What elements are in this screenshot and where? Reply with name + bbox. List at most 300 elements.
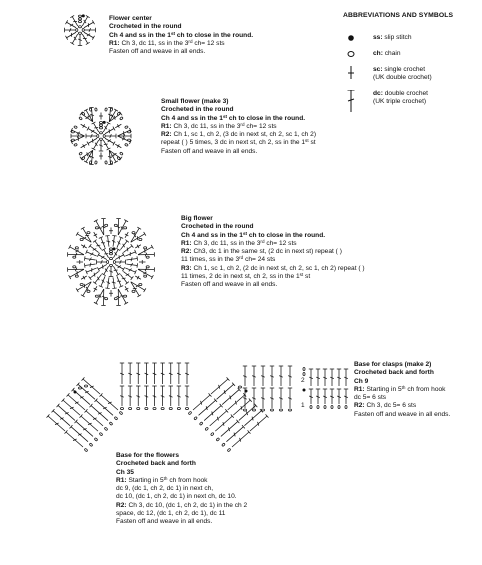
chain-symbol xyxy=(338,405,340,408)
chain-symbol xyxy=(79,117,83,121)
chain-symbol xyxy=(73,266,76,268)
row-label: 1 xyxy=(301,402,305,409)
double-crochet-symbol xyxy=(233,398,251,415)
chain-symbol xyxy=(87,290,90,292)
single-crochet-symbol xyxy=(115,144,121,148)
double-crochet-symbol xyxy=(120,363,124,384)
single-crochet-symbol xyxy=(109,228,113,235)
chain-symbol xyxy=(84,385,87,387)
double-crochet-symbol xyxy=(279,366,283,386)
chain-symbol xyxy=(99,122,102,124)
chain-symbol xyxy=(177,407,180,409)
chain-symbol xyxy=(153,407,156,409)
chain-symbol xyxy=(194,416,198,420)
double-crochet-symbol xyxy=(160,386,164,406)
chain-symbol xyxy=(95,161,98,164)
double-crochet-symbol xyxy=(70,15,77,26)
single-crochet-symbol xyxy=(99,153,103,160)
section-start-line: Ch 4 and ss in the 1st ch to close in the round. xyxy=(109,30,254,39)
chain-symbol xyxy=(104,427,108,431)
chain-symbol xyxy=(129,407,132,409)
chain-symbol xyxy=(139,238,142,240)
double-crochet-symbol xyxy=(102,248,109,258)
double-crochet-symbol xyxy=(169,363,173,384)
double-crochet-symbol xyxy=(87,138,97,145)
double-crochet-symbol xyxy=(344,389,348,404)
double-crochet-symbol xyxy=(177,386,181,406)
chain-symbol xyxy=(216,438,220,442)
double-crochet-symbol xyxy=(65,430,83,447)
chain-symbol xyxy=(80,238,83,240)
chain-symbol xyxy=(75,275,78,277)
chain-symbol xyxy=(78,32,81,34)
chain-symbol xyxy=(78,21,81,23)
big-flower-diagram xyxy=(68,219,155,306)
double-crochet-symbol xyxy=(288,366,292,386)
chain-symbol xyxy=(99,127,102,129)
legend-text: slip stitch xyxy=(384,34,412,41)
chain-symbol xyxy=(120,152,124,156)
single-crochet-symbol xyxy=(94,286,97,292)
section-start-line: Ch 4 and ss in the 1st ch to close in the round. xyxy=(161,113,306,122)
chain-symbol xyxy=(205,427,209,431)
double-crochet-symbol xyxy=(106,134,117,138)
single-crochet-symbol xyxy=(81,245,87,248)
single-crochet-symbol xyxy=(125,232,128,238)
chain-symbol xyxy=(114,298,117,300)
double-crochet-symbol xyxy=(84,256,95,261)
legend-title: ABBREVIATIONS AND SYMBOLS xyxy=(343,12,454,19)
chain-symbol xyxy=(82,112,86,116)
double-crochet-symbol xyxy=(169,386,173,406)
double-crochet-symbol xyxy=(193,393,211,410)
chain-symbol xyxy=(270,409,273,411)
instruction-line: R1: Starting in 5th ch from hook xyxy=(116,475,208,484)
double-crochet-symbol xyxy=(228,393,246,410)
double-crochet-symbol xyxy=(99,237,105,248)
single-crochet-symbol xyxy=(81,124,87,128)
instruction-line: R2: Ch 3, dc 5= 6 sts xyxy=(354,402,417,410)
single-crochet-symbol xyxy=(94,232,97,238)
chain-symbol xyxy=(78,18,81,20)
chain-symbol xyxy=(99,132,102,134)
slip-stitch-symbol xyxy=(103,121,106,124)
single-crochet-symbol xyxy=(135,245,141,248)
chain-symbol xyxy=(99,138,102,140)
legend-uk-term: (UK double crochet) xyxy=(373,74,432,82)
instruction-line: Fasten off and weave in all ends. xyxy=(354,410,451,418)
legend-abbr: dc: xyxy=(373,90,383,97)
single-crochet-symbol xyxy=(109,290,113,297)
chain-symbol xyxy=(105,298,108,300)
chain-symbol xyxy=(74,126,78,129)
double-crochet-symbol xyxy=(112,235,117,246)
chain-symbol xyxy=(97,134,99,137)
double-crochet-symbol xyxy=(177,363,181,384)
double-crochet-symbol xyxy=(250,414,268,431)
double-crochet-symbol xyxy=(80,414,98,431)
chain-symbol xyxy=(324,405,326,408)
double-crochet-symbol xyxy=(103,140,110,150)
section-start-line: Ch 4 and ss in the 1st ch to close in the round. xyxy=(181,230,326,239)
single-crochet-symbol xyxy=(77,260,84,264)
instruction-line: Fasten off and weave in all ends. xyxy=(181,281,278,289)
legend-text: double crochet xyxy=(384,90,428,97)
double-crochet-symbol xyxy=(99,141,103,152)
double-crochet-symbol xyxy=(239,404,257,421)
instruction-line: 11 times, ss in the 3rd ch= 24 sts xyxy=(181,255,276,264)
chain-symbol xyxy=(78,387,81,389)
section-subtitle: Crocheted back and forth xyxy=(116,460,196,468)
chain-symbol xyxy=(117,156,121,160)
section-title: Small flower (make 3) xyxy=(161,98,229,105)
double-crochet-symbol xyxy=(69,245,84,255)
chain-symbol xyxy=(120,407,123,409)
double-crochet-symbol xyxy=(323,369,327,386)
double-crochet-symbol xyxy=(112,277,117,288)
section-title: Base for the flowers xyxy=(116,452,180,459)
double-crochet-symbol xyxy=(81,227,91,242)
double-crochet-symbol xyxy=(337,369,341,386)
chain-symbol xyxy=(95,227,98,229)
chain-symbol xyxy=(124,227,127,229)
double-crochet-symbol xyxy=(344,369,348,386)
chain-symbol xyxy=(331,405,333,408)
chain-symbol xyxy=(78,26,81,28)
double-crochet-symbol xyxy=(185,363,189,384)
double-crochet-symbol xyxy=(279,388,283,408)
double-crochet-symbol xyxy=(152,386,156,406)
double-crochet-symbol xyxy=(113,266,120,276)
chain-symbol xyxy=(125,143,129,146)
chain-symbol xyxy=(95,108,98,111)
double-crochet-symbol xyxy=(120,274,128,284)
chain-symbol xyxy=(303,372,305,375)
chain-symbol xyxy=(113,260,115,263)
section-title: Base for clasps (make 2) xyxy=(354,361,432,368)
double-crochet-symbol xyxy=(81,282,91,297)
double-crochet-symbol xyxy=(160,363,164,384)
double-crochet-symbol xyxy=(93,274,101,284)
chain-symbol xyxy=(76,28,78,31)
double-crochet-symbol xyxy=(222,388,240,405)
double-crochet-symbol xyxy=(97,264,107,271)
chain-symbol xyxy=(79,152,83,156)
double-crochet-symbol xyxy=(101,219,105,235)
double-crochet-symbol xyxy=(67,393,85,410)
chain-symbol xyxy=(103,134,105,137)
double-crochet-symbol xyxy=(316,369,320,386)
chain-symbol xyxy=(317,405,319,408)
chain-symbol xyxy=(144,247,147,249)
double-crochet-symbol xyxy=(105,235,110,246)
double-crochet-symbol xyxy=(105,277,110,288)
double-crochet-symbol xyxy=(330,389,334,404)
instruction-line: R3: Ch 1, sc 1, ch 2, (2 dc in next st, ch 2, sc 1, ch 2) repeat ( ) xyxy=(181,264,365,272)
double-crochet-symbol xyxy=(217,383,235,400)
double-crochet-symbol xyxy=(270,366,274,386)
legend-text: single crochet xyxy=(384,66,426,73)
double-crochet-symbol xyxy=(152,363,156,384)
double-crochet-symbol xyxy=(120,240,128,250)
double-crochet-symbol xyxy=(70,425,88,442)
double-crochet-symbol xyxy=(309,369,313,386)
chain-symbol xyxy=(119,411,123,415)
chain-symbol xyxy=(288,409,291,411)
chain-symbol xyxy=(145,407,148,409)
chain-symbol xyxy=(71,139,74,142)
double-crochet-symbol xyxy=(115,253,125,260)
base-flowers-diagram xyxy=(47,363,293,452)
double-crochet-symbol xyxy=(84,20,95,27)
double-crochet-symbol xyxy=(99,276,105,287)
double-crochet-symbol xyxy=(270,388,274,408)
chain-symbol xyxy=(146,266,149,268)
slip-stitch-symbol xyxy=(113,247,116,250)
chain-symbol xyxy=(146,256,149,258)
double-crochet-symbol xyxy=(52,409,70,426)
chain-symbol xyxy=(132,232,135,234)
double-crochet-symbol xyxy=(136,363,140,384)
double-crochet-symbol xyxy=(131,282,141,297)
double-crochet-symbol xyxy=(95,399,113,416)
double-crochet-symbol xyxy=(337,389,341,404)
double-crochet-symbol xyxy=(126,263,137,268)
chain-symbol xyxy=(210,432,214,436)
chain-symbol xyxy=(114,224,117,226)
double-crochet-symbol xyxy=(215,414,233,431)
double-crochet-symbol xyxy=(65,32,76,39)
legend-abbr: sc: xyxy=(373,66,383,73)
double-crochet-symbol xyxy=(65,28,76,32)
instruction-line: dc 10, (dc 1, ch 2, dc 1) in next ch, dc 10. xyxy=(116,493,237,501)
double-crochet-symbol xyxy=(86,268,97,274)
section-title: Flower center xyxy=(109,15,152,22)
double-crochet-symbol xyxy=(117,276,123,287)
instruction-line: R1: Ch 3, dc 11, ss in the 3rd ch= 12 sts xyxy=(161,121,277,130)
instruction-line: space, dc 12, (dc 1, ch 2, dc 1), dc 11 xyxy=(116,510,226,518)
double-crochet-symbol xyxy=(92,122,99,132)
section-subtitle: Crocheted in the round xyxy=(181,223,254,231)
chain-symbol xyxy=(127,131,130,134)
double-crochet-symbol xyxy=(243,366,247,386)
chain-symbol xyxy=(73,256,76,258)
double-crochet-symbol xyxy=(123,271,133,279)
double-crochet-symbol xyxy=(85,28,96,32)
chain-symbol xyxy=(222,443,226,447)
double-crochet-symbol xyxy=(261,366,265,386)
chain-symbol xyxy=(71,131,74,134)
double-crochet-symbol xyxy=(120,386,124,406)
double-crochet-symbol xyxy=(118,134,132,138)
double-crochet-symbol xyxy=(82,34,89,45)
double-crochet-symbol xyxy=(125,268,136,274)
double-crochet-symbol xyxy=(144,386,148,406)
double-crochet-symbol xyxy=(100,393,118,410)
chain-symbol xyxy=(109,253,112,255)
legend-text: chain xyxy=(384,50,401,57)
double-crochet-symbol xyxy=(89,271,99,279)
double-crochet-symbol xyxy=(136,386,140,406)
chain-symbol xyxy=(279,409,282,411)
slip-stitch-symbol xyxy=(82,14,85,17)
chain-symbol xyxy=(117,112,121,116)
double-crochet-symbol xyxy=(78,35,82,46)
double-crochet-symbol xyxy=(210,409,228,426)
chain-symbol xyxy=(161,407,164,409)
double-crochet-symbol xyxy=(109,267,113,277)
single-crochet-symbol xyxy=(125,286,128,292)
instruction-line: 11 times, 2 dc in next st, ch 2, ss in the 1st st xyxy=(181,271,311,281)
row-label: 2 xyxy=(301,377,305,384)
instruction-line: R2: Ch 3, dc 10, (dc 1, ch 2, dc 1) in the ch 2 xyxy=(116,501,248,509)
chain-symbol xyxy=(238,386,241,388)
double-crochet-symbol xyxy=(288,388,292,408)
chain-symbol xyxy=(84,448,88,452)
double-crochet-symbol xyxy=(97,260,107,264)
chain-symbol xyxy=(105,161,108,164)
single-crochet-symbol xyxy=(139,260,146,264)
instruction-line: R1: Starting in 5th ch from hook xyxy=(354,384,446,393)
flower-center-diagram xyxy=(65,14,96,45)
double-crochet-symbol xyxy=(101,289,105,305)
instruction-line: R2: Ch3, dc 1 in the same st, (2 dc in next st) repeat ( ) xyxy=(181,248,342,256)
chain-symbol xyxy=(252,409,255,411)
section-subtitle: Crocheted back and forth xyxy=(354,369,434,377)
double-crochet-symbol xyxy=(86,134,97,138)
double-crochet-symbol xyxy=(71,128,85,136)
chain-symbol xyxy=(105,224,108,226)
section-subtitle: Crocheted in the round xyxy=(161,106,234,114)
chain-symbol xyxy=(127,139,130,142)
double-crochet-symbol xyxy=(126,256,137,261)
double-crochet-symbol xyxy=(261,388,265,408)
instruction-line: R2: Ch 1, sc 1, ch 2, (3 dc in next st, ch 2, sc 1, ch 2) xyxy=(161,131,317,139)
chain-symbol xyxy=(82,28,84,31)
chain-symbol xyxy=(114,416,118,420)
instruction-line: Fasten off and weave in all ends. xyxy=(109,48,206,56)
double-crochet-symbol xyxy=(69,269,84,279)
legend-abbr: ch: xyxy=(373,50,383,57)
legend-uk-term: (UK triple crochet) xyxy=(373,98,427,106)
chain-symbol xyxy=(227,448,231,452)
chain-symbol xyxy=(125,126,129,129)
chain-symbol xyxy=(199,422,203,426)
double-crochet-symbol xyxy=(116,219,120,235)
double-crochet-symbol xyxy=(128,363,132,384)
chain-symbol xyxy=(185,407,188,409)
chain-symbol xyxy=(120,117,124,121)
double-crochet-symbol xyxy=(117,237,123,248)
chain-symbol xyxy=(82,156,86,160)
chain-symbol xyxy=(87,232,90,234)
double-crochet-symbol xyxy=(68,252,84,256)
double-crochet-symbol xyxy=(204,404,222,421)
instruction-line: Fasten off and weave in all ends. xyxy=(116,518,213,526)
chain-symbol xyxy=(139,283,142,285)
single-crochet-symbol xyxy=(99,113,103,120)
section-title: Big flower xyxy=(181,215,213,222)
double-crochet-symbol xyxy=(131,227,141,242)
chain-symbol xyxy=(132,290,135,292)
double-crochet-symbol xyxy=(85,409,103,426)
chain-symbol xyxy=(78,15,81,17)
section-start-line: Ch 35 xyxy=(116,468,134,476)
double-crochet-symbol xyxy=(330,369,334,386)
single-crochet-symbol xyxy=(81,144,87,148)
double-crochet-symbol xyxy=(309,389,313,404)
chain-symbol xyxy=(109,258,112,260)
double-crochet-symbol xyxy=(86,250,97,256)
chain-symbol xyxy=(109,422,113,426)
chain-symbol xyxy=(188,411,192,415)
single-crochet-symbol xyxy=(135,276,141,279)
single-crochet-symbol xyxy=(81,276,87,279)
instruction-line: dc 5= 6 sts xyxy=(354,394,387,402)
instruction-line: repeat ( ) 5 times, 3 dc in next st, ch 2, ss in the 1st st xyxy=(161,138,316,147)
chain-symbol xyxy=(74,143,78,146)
chain-symbol xyxy=(94,438,98,442)
double-crochet-symbol xyxy=(71,134,85,138)
double-crochet-symbol xyxy=(185,386,189,406)
double-crochet-symbol xyxy=(90,404,108,421)
double-crochet-symbol xyxy=(84,263,95,268)
single-crochet-symbol xyxy=(115,124,121,128)
chain-symbol xyxy=(109,248,112,250)
slip-stitch-symbol xyxy=(303,389,306,392)
double-crochet-symbol xyxy=(62,398,80,415)
chain-symbol xyxy=(310,405,312,408)
double-crochet-symbol xyxy=(105,127,115,134)
chain-symbol xyxy=(345,405,347,408)
instruction-line: dc 9, (dc 1, ch 2, dc 1) in next ch, xyxy=(116,485,214,493)
section-subtitle: Crocheted in the round xyxy=(109,23,182,31)
double-crochet-symbol xyxy=(93,240,101,250)
instruction-line: Fasten off and weave in all ends. xyxy=(161,147,258,155)
double-crochet-symbol xyxy=(221,420,239,437)
double-crochet-symbol xyxy=(232,430,250,447)
double-crochet-symbol xyxy=(138,269,153,279)
double-crochet-symbol xyxy=(125,250,136,256)
double-crochet-symbol xyxy=(116,260,126,264)
chain-symbol xyxy=(107,260,109,263)
double-crochet-symbol xyxy=(47,414,65,431)
double-crochet-symbol xyxy=(72,388,90,405)
chain-symbol xyxy=(169,407,172,409)
double-crochet-symbol xyxy=(244,409,262,426)
chain-symbol xyxy=(109,250,112,252)
double-crochet-symbol xyxy=(118,136,132,144)
chain-symbol xyxy=(80,283,83,285)
chain-symbol xyxy=(95,295,98,297)
double-crochet-symbol xyxy=(138,252,154,256)
chain-symbol xyxy=(99,432,103,436)
double-crochet-symbol xyxy=(57,404,75,421)
small-flower-diagram xyxy=(71,107,132,164)
instruction-line: R1: Ch 3, dc 11, ss in the 3rd ch= 12 sts xyxy=(181,238,297,247)
double-crochet-symbol xyxy=(138,267,154,271)
chain-symbol xyxy=(144,275,147,277)
chain-symbol xyxy=(75,247,78,249)
chain-symbol xyxy=(243,409,246,411)
chain-symbol xyxy=(124,295,127,297)
legend-abbr: ss: xyxy=(373,34,383,41)
double-crochet-symbol xyxy=(89,244,99,252)
chain-symbol xyxy=(303,367,305,370)
chain-symbol xyxy=(89,443,93,447)
section-start-line: Ch 9 xyxy=(354,377,369,385)
double-crochet-symbol xyxy=(316,389,320,404)
